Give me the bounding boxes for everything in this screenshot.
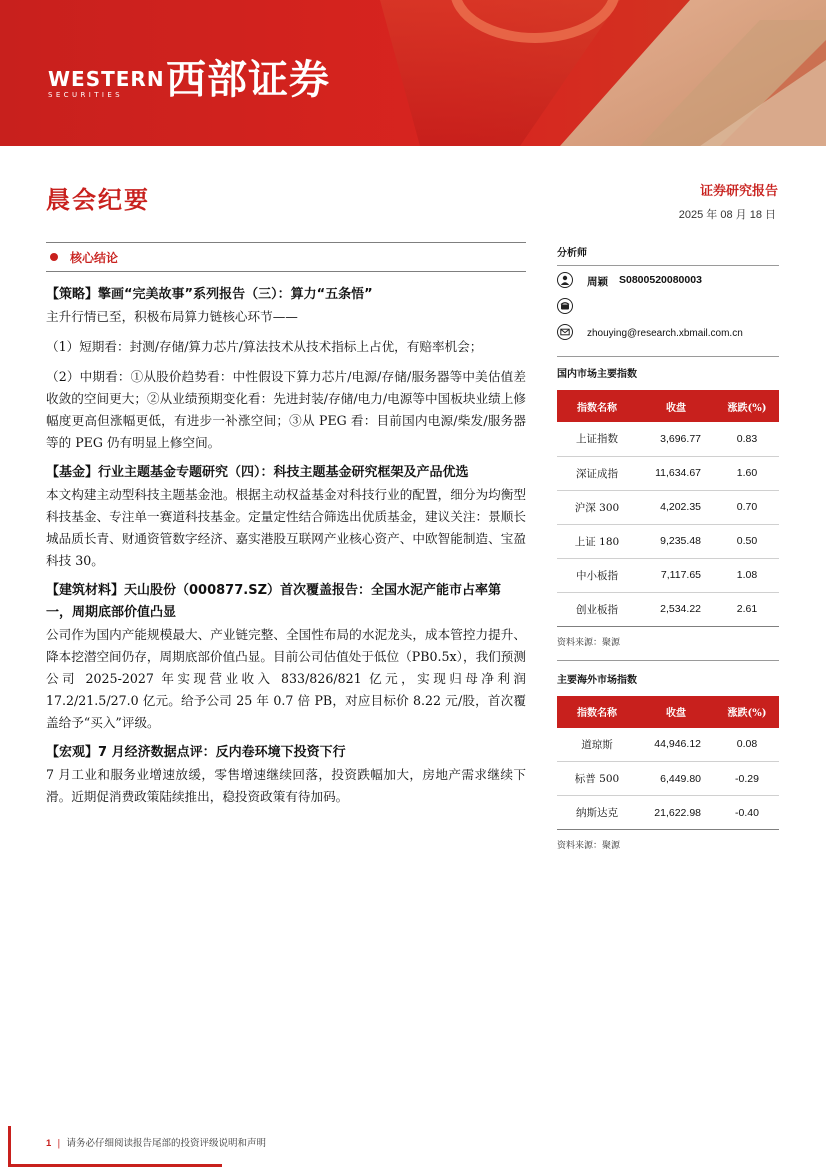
index-change: 2.61 [715, 592, 779, 626]
index-change: 1.08 [715, 558, 779, 592]
footer-accent-line [8, 1126, 11, 1167]
table-source: 资料来源：聚源 [557, 637, 621, 648]
phone-icon [557, 298, 573, 314]
page-footer [46, 1135, 266, 1149]
index-change: -0.29 [715, 762, 779, 796]
table-row [557, 524, 779, 558]
index-change: -0.40 [715, 796, 779, 830]
index-close: 4,202.35 [637, 490, 715, 524]
table-row [557, 456, 779, 490]
logo-subword: SECURITIES [48, 91, 124, 99]
logo-word: WESTERN [48, 67, 165, 91]
report-type: 证券研究报告 [699, 184, 778, 199]
item-paragraph: （1）短期看：封测/存储/算力芯片/算法技术从技术指标上占优，有赔率机会； [46, 339, 483, 354]
mail-icon [557, 324, 573, 340]
foreign-index-table [557, 696, 779, 831]
analyst-id: S0800520080003 [619, 274, 702, 286]
index-close: 11,634.67 [637, 456, 715, 490]
sidebar [557, 244, 779, 851]
section-label: 核心结论 [70, 251, 119, 265]
table-row [557, 728, 779, 762]
analyst-label: 分析师 [557, 248, 587, 259]
index-close: 3,696.77 [637, 422, 715, 456]
column-header: 指数名称 [557, 390, 637, 422]
domestic-index-table [557, 390, 779, 627]
report-date: 2025 年 08 月 18 日 [678, 209, 776, 221]
person-icon [557, 272, 573, 288]
divider [557, 660, 779, 661]
index-name: 道琼斯 [557, 728, 637, 762]
table-row [557, 490, 779, 524]
column-header: 涨跌(%) [715, 696, 779, 728]
item-paragraph: 7 月工业和服务业增速放缓，零售增速继续回落，投资跌幅加大，房地产需求继续下滑。近期促消费政策陆续推出，稳投资政策有待加码。 [46, 767, 526, 804]
column-header: 涨跌(%) [715, 390, 779, 422]
section-header [46, 242, 526, 272]
document-title: 晨会纪要 [46, 185, 150, 214]
column-header: 收盘 [637, 390, 715, 422]
analyst-email[interactable]: zhouying@research.xbmail.com.cn [587, 328, 743, 339]
table-row [557, 422, 779, 456]
index-change: 0.70 [715, 490, 779, 524]
item-heading: 【建筑材料】天山股份（000877.SZ）首次覆盖报告：全国水泥产能市占率第一，周期底部价值凸显 [46, 583, 502, 620]
table-header-row [557, 390, 779, 422]
item-building-materials [46, 580, 526, 734]
page-number: 1 [46, 1138, 52, 1149]
bullet-dot-icon [50, 253, 58, 261]
main-content [46, 242, 526, 808]
item-paragraph: 公司作为国内产能规模最大、产业链完整、全国性布局的水泥龙头，成本管控力提升、降本挖潜空间仍存，周期底部价值凸显。目前公司估值处于低位（PB0.5x），我们预测公司 2025-2027 年实现营业收入 833/826/821 亿元，实现归母净利润 17.2/21.5/27.0 亿元。给予公司 25 年 0.7 倍 PB，对应目标价 8.22 元/股，首次覆盖给予“买入”评级。 [46, 627, 526, 730]
item-paragraph: （2）中期看：①从股价趋势看：中性假设下算力芯片/电源/存储/服务器等中美估值差收敛的空间更大；②从业绩预期变化看：先进封装/存储/电力/电源等中国板块业绩上修幅度更高但涨幅更低，有进步一补涨空间；③从 PEG 看：目前国内电源/柴发/服务器等的 PEG 仍有明显上修空间。 [46, 369, 526, 450]
index-change: 0.83 [715, 422, 779, 456]
domestic-table-title: 国内市场主要指数 [557, 369, 637, 380]
index-change: 0.08 [715, 728, 779, 762]
table-row [557, 592, 779, 626]
index-name: 中小板指 [557, 558, 637, 592]
logo-chinese: 西部证券 [166, 56, 330, 103]
index-name: 上证 180 [557, 524, 637, 558]
table-source: 资料来源：聚源 [557, 841, 621, 851]
footer-disclaimer: 请务必仔细阅读报告尾部的投资评级说明和声明 [66, 1138, 267, 1149]
table-row [557, 762, 779, 796]
item-paragraph: 主升行情已至，积极布局算力链核心环节—— [46, 309, 298, 324]
index-change: 0.50 [715, 524, 779, 558]
index-close: 9,235.48 [637, 524, 715, 558]
item-paragraph: 本文构建主动型科技主题基金池。根据主动权益基金对科技行业的配置，细分为均衡型科技基金、专注单一赛道科技基金。定量定性结合筛选出优质基金，建议关注：景顺长城品质长青、财通资管数字经济、嘉实港股互联网产业核心资产、中欧智能制造、宝盈科技 30。 [46, 487, 526, 568]
index-close: 21,622.98 [637, 796, 715, 830]
index-name: 纳斯达克 [557, 796, 637, 830]
foreign-table-title: 主要海外市场指数 [557, 674, 637, 686]
item-heading: 【基金】行业主题基金专题研究（四）：科技主题基金研究框架及产品优选 [46, 465, 469, 480]
analyst-name: 周颖 [587, 276, 608, 288]
table-header-row [557, 696, 779, 728]
index-name: 创业板指 [557, 592, 637, 626]
item-heading: 【策略】擎画“完美故事”系列报告（三）：算力“五条悟” [46, 287, 373, 302]
index-close: 2,534.22 [637, 592, 715, 626]
footer-accent-line [8, 1164, 222, 1167]
table-row [557, 796, 779, 830]
index-close: 6,449.80 [637, 762, 715, 796]
index-name: 深证成指 [557, 456, 637, 490]
index-close: 7,117.65 [637, 558, 715, 592]
analyst-row [557, 272, 779, 292]
header-banner [0, 0, 826, 146]
column-header: 指数名称 [557, 696, 637, 728]
divider [557, 265, 779, 266]
item-fund [46, 462, 526, 572]
index-name: 标普 500 [557, 762, 637, 796]
column-header: 收盘 [637, 696, 715, 728]
divider [557, 356, 779, 357]
index-change: 1.60 [715, 456, 779, 490]
index-name: 上证指数 [557, 422, 637, 456]
footer-separator: | [57, 1138, 61, 1149]
item-strategy [46, 284, 526, 454]
index-close: 44,946.12 [637, 728, 715, 762]
logo-english [48, 67, 165, 99]
email-row [557, 324, 779, 344]
item-heading: 【宏观】7 月经济数据点评：反内卷环境下投资下行 [46, 745, 346, 760]
item-macro [46, 742, 526, 808]
table-row [557, 558, 779, 592]
phone-row [557, 298, 779, 318]
index-name: 沪深 300 [557, 490, 637, 524]
